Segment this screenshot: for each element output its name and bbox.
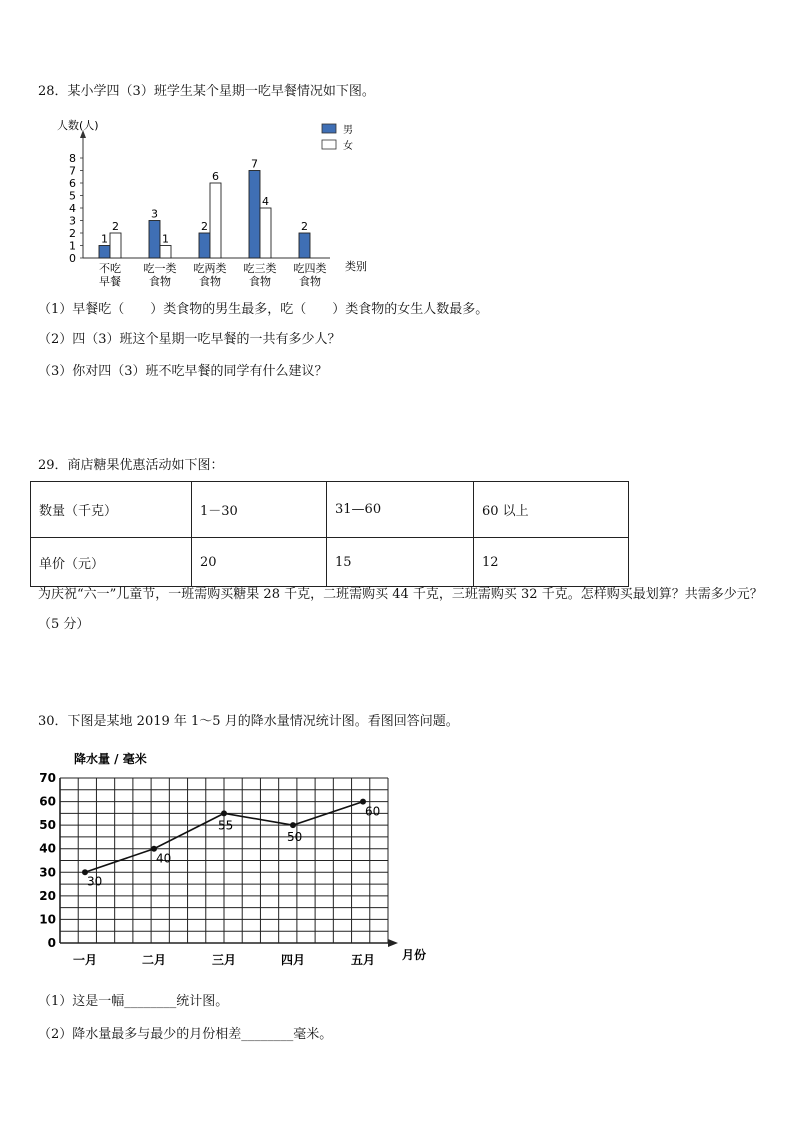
bar-male-0: [99, 246, 110, 259]
y-tick-label: 2: [69, 227, 76, 240]
bar-female-3: [260, 208, 271, 258]
y-tick-label: 4: [69, 202, 76, 215]
y-tick-label: 20: [39, 888, 56, 903]
legend-male-swatch: [322, 124, 336, 133]
category-label: 食物: [299, 275, 321, 288]
y-tick-label: 6: [69, 177, 76, 190]
q28-y-label: 人数(人): [57, 119, 99, 132]
q28-title: 28．某小学四（3）班学生某个星期一吃早餐情况如下图。: [38, 84, 375, 99]
q30-line-chart: [30, 748, 440, 973]
table-cell: 31—60: [327, 482, 474, 538]
bar-value-label: 2: [301, 220, 308, 233]
y-tick-label: 70: [39, 771, 56, 785]
legend-female-swatch: [322, 140, 336, 149]
table-cell: 20: [192, 538, 327, 587]
x-tick-label: 五月: [350, 953, 376, 967]
bar-male-4: [299, 233, 310, 258]
bar-value-label: 3: [151, 207, 158, 221]
bar-female-1: [160, 246, 171, 259]
category-label: 食物: [149, 275, 171, 288]
y-tick-label: 3: [69, 214, 76, 228]
table-row: [31, 482, 629, 538]
q28-sub3: （3）你对四（3）班不吃早餐的同学有什么建议？: [38, 364, 328, 379]
category-label: 吃四类: [293, 262, 327, 275]
category-label: 吃两类: [193, 262, 227, 275]
category-label: 早餐: [99, 275, 121, 288]
y-tick-label: 5: [69, 189, 76, 203]
y-tick-label: 30: [39, 865, 56, 880]
table-cell: 15: [327, 538, 474, 587]
q28-sub2: （2）四（3）班这个星期一吃早餐的一共有多少人？: [38, 332, 341, 347]
q28-bar-chart: [40, 114, 380, 294]
y-tick-label: 1: [69, 239, 76, 253]
data-point-label: 60: [365, 804, 381, 819]
data-point: [290, 822, 296, 828]
bar-value-label: 6: [212, 170, 219, 183]
table-cell: 单价（元）: [31, 538, 192, 587]
q29-text: 为庆祝“六一”儿童节，一班需购买糖果 28 千克，二班需购买 44 千克，三班需购买 32 千克。怎样购买最划算？共需多少元？（5 分）: [38, 587, 763, 632]
bar-female-2: [210, 183, 221, 258]
q28-x-label: 类别: [345, 260, 367, 273]
category-label: 吃三类: [243, 262, 277, 275]
x-tick-label: 三月: [211, 953, 237, 967]
table-cell: 1－30: [192, 482, 327, 538]
y-tick-label: 50: [39, 818, 56, 833]
y-tick-label: 60: [39, 794, 56, 809]
legend-male-label: 男: [343, 125, 353, 136]
y-tick-label: 8: [69, 152, 76, 165]
category-label: 吃一类: [143, 262, 177, 275]
bar-male-2: [199, 233, 210, 258]
q30-x-axis-arrow: [388, 939, 398, 947]
q30-sub1: （1）这是一幅________统计图。: [38, 994, 229, 1009]
q30-sub2: （2）降水量最多与最少的月份相差________毫米。: [38, 1027, 333, 1042]
category-label: 不吃: [99, 262, 121, 275]
bar-value-label: 1: [162, 232, 169, 246]
table-cell: 12: [474, 538, 629, 587]
x-tick-label: 一月: [72, 953, 98, 967]
q28-sub1: （1）早餐吃（ ）类食物的男生最多，吃（ ）类食物的女生人数最多。: [38, 302, 489, 317]
q30-title: 30．下图是某地 2019 年 1～5 月的降水量情况统计图。看图回答问题。: [38, 714, 459, 729]
y-tick-label: 10: [39, 912, 56, 927]
bar-value-label: 1: [101, 232, 108, 246]
category-label: 食物: [199, 275, 221, 288]
bar-male-1: [149, 221, 160, 259]
data-point: [221, 810, 227, 816]
data-point-label: 40: [156, 851, 172, 866]
y-tick-label: 0: [47, 936, 56, 950]
bar-value-label: 7: [251, 157, 258, 171]
bar-value-label: 2: [112, 220, 119, 233]
bar-value-label: 2: [201, 220, 208, 233]
y-tick-label: 40: [39, 841, 56, 856]
q30-y-label: 降水量 / 毫米: [74, 752, 147, 766]
x-tick-label: 四月: [280, 953, 306, 967]
y-tick-label: 7: [69, 164, 76, 178]
table-cell: 数量（千克）: [31, 482, 192, 538]
q29-title: 29．商店糖果优惠活动如下图：: [38, 458, 224, 473]
data-point-label: 50: [287, 830, 303, 845]
q30-x-label: 月份: [402, 948, 427, 962]
legend-female-label: 女: [343, 141, 353, 152]
data-point-label: 55: [218, 818, 234, 833]
data-point-label: 30: [87, 874, 103, 889]
bar-male-3: [249, 171, 260, 259]
y-tick-label: 0: [69, 252, 76, 265]
bar-female-0: [110, 233, 121, 258]
price-table: [30, 481, 629, 587]
x-tick-label: 二月: [141, 953, 167, 967]
table-cell: 60 以上: [474, 482, 629, 538]
category-label: 食物: [249, 275, 271, 288]
bar-value-label: 4: [262, 195, 269, 208]
